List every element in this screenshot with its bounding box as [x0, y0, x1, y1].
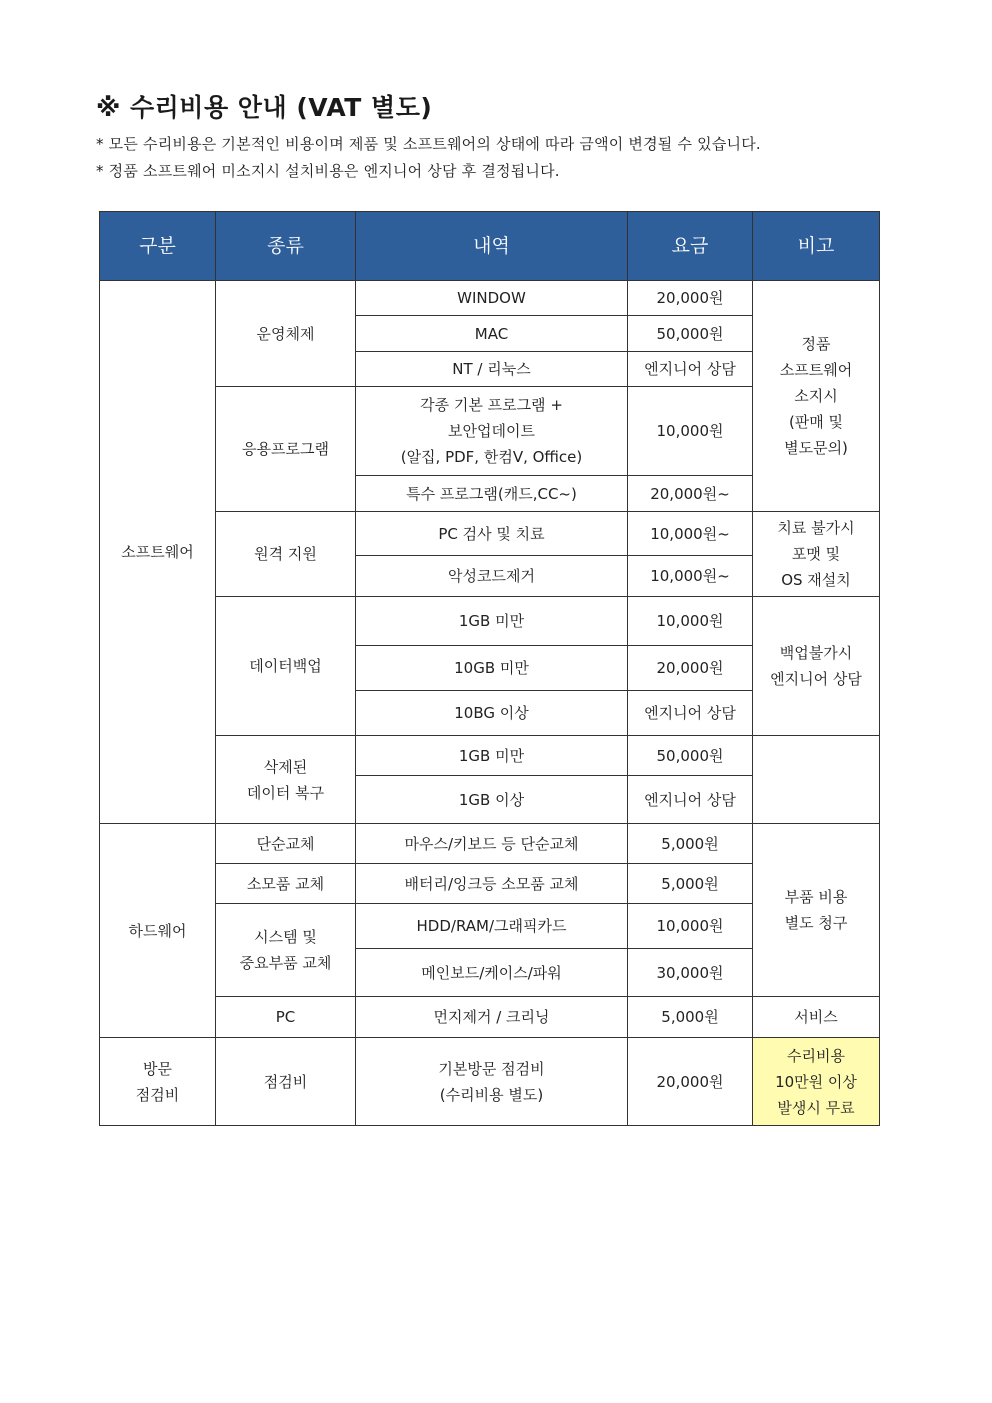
item-price: 엔지니어 상담: [628, 691, 753, 736]
group-software: 소프트웨어: [100, 281, 216, 824]
item-price: 5,000원: [628, 824, 753, 864]
remark-recovery: [753, 736, 880, 824]
type-pc: PC: [216, 997, 356, 1038]
item-detail: 1GB 이상: [356, 776, 628, 824]
item-detail: 10GB 미만: [356, 646, 628, 691]
remark-visit-free: 수리비용 10만원 이상 발생시 무료: [753, 1038, 880, 1126]
table-row: [100, 597, 880, 646]
item-detail: 배터리/잉크등 소모품 교체: [356, 864, 628, 904]
remark-remote: 치료 불가시 포맷 및 OS 재설치: [753, 512, 880, 597]
item-price: 10,000원: [628, 387, 753, 476]
item-detail: 먼지제거 / 크리닝: [356, 997, 628, 1038]
table-row: [100, 512, 880, 556]
item-price: 50,000원: [628, 736, 753, 776]
item-detail: HDD/RAM/그래픽카드: [356, 904, 628, 949]
page-title: ※ 수리비용 안내 (VAT 별도): [96, 93, 433, 122]
type-inspection: 점검비: [216, 1038, 356, 1126]
item-price: 5,000원: [628, 997, 753, 1038]
header-price: 요금: [628, 212, 753, 281]
type-app: 응용프로그램: [216, 387, 356, 512]
item-price: 엔지니어 상담: [628, 776, 753, 824]
item-detail: 각종 기본 프로그램 + 보안업데이트 (알집, PDF, 한컴V, Office): [356, 387, 628, 476]
item-detail: 기본방문 점검비 (수리비용 별도): [356, 1038, 628, 1126]
item-price: 엔지니어 상담: [628, 352, 753, 387]
table-row: [100, 1038, 880, 1126]
item-detail: 악성코드제거: [356, 556, 628, 597]
item-detail: MAC: [356, 316, 628, 352]
item-price: 10,000원: [628, 597, 753, 646]
item-detail: 10BG 이상: [356, 691, 628, 736]
table-row: [100, 824, 880, 864]
item-detail: 특수 프로그램(캐드,CC~): [356, 476, 628, 512]
note-pricing: * 모든 수리비용은 기본적인 비용이며 제품 및 소프트웨어의 상태에 따라 금액이 변경될 수 있습니다.: [96, 135, 761, 153]
item-detail: WINDOW: [356, 281, 628, 316]
item-price: 5,000원: [628, 864, 753, 904]
remark-parts: 부품 비용 별도 청구: [753, 824, 880, 997]
group-visit: 방문 점검비: [100, 1038, 216, 1126]
type-backup: 데이터백업: [216, 597, 356, 736]
item-detail: PC 검사 및 치료: [356, 512, 628, 556]
item-price: 50,000원: [628, 316, 753, 352]
group-hardware: 하드웨어: [100, 824, 216, 1038]
item-price: 10,000원: [628, 904, 753, 949]
remark-service: 서비스: [753, 997, 880, 1038]
item-price: 20,000원: [628, 281, 753, 316]
remark-backup: 백업불가시 엔지니어 상담: [753, 597, 880, 736]
header-detail: 내역: [356, 212, 628, 281]
item-detail: 1GB 미만: [356, 597, 628, 646]
type-consumable: 소모품 교체: [216, 864, 356, 904]
item-price: 20,000원: [628, 1038, 753, 1126]
type-system: 시스템 및 중요부품 교체: [216, 904, 356, 997]
header-row: [100, 212, 880, 281]
item-detail: NT / 리눅스: [356, 352, 628, 387]
table-row: [100, 281, 880, 316]
header-remark: 비고: [753, 212, 880, 281]
table-row: [100, 997, 880, 1038]
item-detail: 마우스/키보드 등 단순교체: [356, 824, 628, 864]
type-remote: 원격 지원: [216, 512, 356, 597]
header-type: 종류: [216, 212, 356, 281]
table-row: [100, 736, 880, 776]
type-simple: 단순교체: [216, 824, 356, 864]
item-price: 10,000원~: [628, 512, 753, 556]
note-genuine-software: * 정품 소프트웨어 미소지시 설치비용은 엔지니어 상담 후 결정됩니다.: [96, 162, 560, 180]
type-os: 운영체제: [216, 281, 356, 387]
item-price: 10,000원~: [628, 556, 753, 597]
price-table: [99, 211, 880, 1126]
item-detail: 메인보드/케이스/파워: [356, 949, 628, 997]
item-price: 30,000원: [628, 949, 753, 997]
type-recovery: 삭제된 데이터 복구: [216, 736, 356, 824]
item-price: 20,000원~: [628, 476, 753, 512]
item-price: 20,000원: [628, 646, 753, 691]
remark-genuine: 정품 소프트웨어 소지시 (판매 및 별도문의): [753, 281, 880, 512]
item-detail: 1GB 미만: [356, 736, 628, 776]
header-category: 구분: [100, 212, 216, 281]
